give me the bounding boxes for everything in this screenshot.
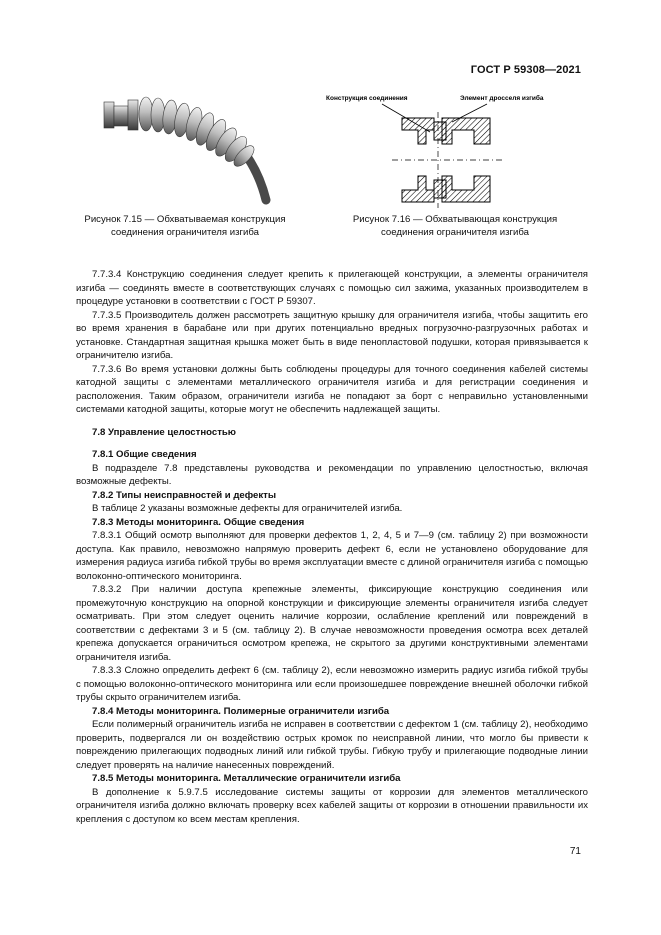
heading-7-8-5: 7.8.5 Методы мониторинга. Металлические ограничители изгиба bbox=[92, 773, 401, 784]
paragraph-7-8-1: В подразделе 7.8 представлены руководства и рекомендации по управлению целостностью, включая возможные дефекты. bbox=[76, 462, 588, 487]
figure-7-16-caption: Рисунок 7.16 — Обхватывающая конструкция соединения ограничителя изгиба bbox=[352, 214, 558, 238]
paragraph-7-8-4: Если полимерный ограничитель изгиба не исправен в соответствии с дефектом 1 (см. таблицу 2), необходимо проверить, подвергался ли он воздействию острых кромок по неисправной линии, что могло бы привести к повреждению прилегающих подводных линий или гибкой трубы. Гибкую трубу и прилегающие подводные линии следует проверять на наличие нанесенных повреждений. bbox=[76, 719, 588, 771]
paragraph-7-8-3-1: 7.8.3.1 Общий осмотр выполняют для проверки дефектов 1, 2, 4, 5 и 7—9 (см. таблицу 2) при возможности доступа. Как правило, невозможно напрямую проверить дефект 6, если не установлено оборудование для измерения радиуса изгиба гибкой трубы во время эксплуатации вместе с длиной ограничителя изгиба с помощью волоконно-оптического мониторинга. bbox=[76, 530, 588, 582]
diagram-label-restrictor-element: Элемент дросселя изгиба bbox=[460, 95, 544, 102]
diagram-label-connection: Конструкция соединения bbox=[326, 95, 408, 102]
paragraph-7-8-3-2: 7.8.3.2 При наличии доступа крепежные элементы, фиксирующие конструкцию соединения или промежуточную конструкцию на опорной конструкции и фиксирующие элементы ограничителя изгиба следует осматривать. При этом следует оценить наличие коррозии, ослабление креплений или повреждений в соответствии с дефектами 3 и 5 (см. таблицу 2). В случае невозможности проведения осмотра всех деталей крепежа допускается ограничиться осмотром крепежа, не скрытого за другими конструктивными элементами ограничителя изгиба. bbox=[76, 584, 588, 663]
page-number: 71 bbox=[569, 846, 581, 857]
body-text bbox=[76, 268, 588, 826]
paragraph-7-7-3-5: 7.7.3.5 Производитель должен рассмотреть защитную крышку для ограничителя изгиба, чтобы защитить его во время хранения в барабане или при других потенциально вредных погрузочно-разгрузочных работах и установке. Стандартная защитная крышка может быть в виде пенопластовой подушки, которая привязывается к ограничителю изгиба. bbox=[76, 309, 588, 361]
figure-7-16-diagram bbox=[322, 92, 544, 212]
document-header: ГОСТ Р 59308—2021 bbox=[470, 64, 581, 76]
heading-7-8: 7.8 Управление целостностью bbox=[92, 426, 236, 438]
paragraph-7-8-3-3: 7.8.3.3 Сложно определить дефект 6 (см. таблицу 2), если невозможно измерить радиус изгиба гибкой трубы с помощью волоконно-оптического мониторинга или если произошедшее повреждение внешней оболочки гибкой трубы скрыто ограничителем изгиба. bbox=[76, 665, 588, 703]
heading-7-8-4: 7.8.4 Методы мониторинга. Полимерные ограничители изгиба bbox=[92, 705, 390, 717]
paragraph-7-7-3-6: 7.7.3.6 Во время установки должны быть соблюдены процедуры для точного соединения кабелей системы катодной защиты с элементами металлического ограничителя изгиба и для регистрации соединения и расположения. Таким образом, ограничители изгиба не попадают за борт с неправильно установленными системами катодной защиты, которые могут не обеспечить надлежащей защиты. bbox=[76, 363, 588, 415]
heading-7-8-2: 7.8.2 Типы неисправностей и дефекты bbox=[92, 489, 277, 501]
figure-7-15-image bbox=[98, 88, 288, 208]
paragraph-7-7-3-4: 7.7.3.4 Конструкцию соединения следует крепить к прилегающей конструкции, а элементы ограничителя изгиба — соединять вместе в соответствующих случаях с помощью сил зажима, указанных производителем в процедуре установки в соответствии с ГОСТ Р 59307. bbox=[76, 269, 588, 307]
paragraph-7-8-2: В таблице 2 указаны возможные дефекты для ограничителей изгиба. bbox=[92, 503, 403, 514]
paragraph-7-8-5: В дополнение к 5.9.7.5 исследование системы защиты от коррозии для элементов металлического ограничителя изгиба должно включать проверку всех кабелей защиты от коррозии в отношении правильности их крепления с доступом ко всем местам крепления. bbox=[76, 786, 588, 825]
figure-7-15-caption: Рисунок 7.15 — Обхватываемая конструкция соединения ограничителя изгиба bbox=[84, 214, 286, 238]
heading-7-8-3: 7.8.3 Методы мониторинга. Общие сведения bbox=[92, 516, 305, 528]
heading-7-8-1: 7.8.1 Общие сведения bbox=[92, 449, 197, 460]
